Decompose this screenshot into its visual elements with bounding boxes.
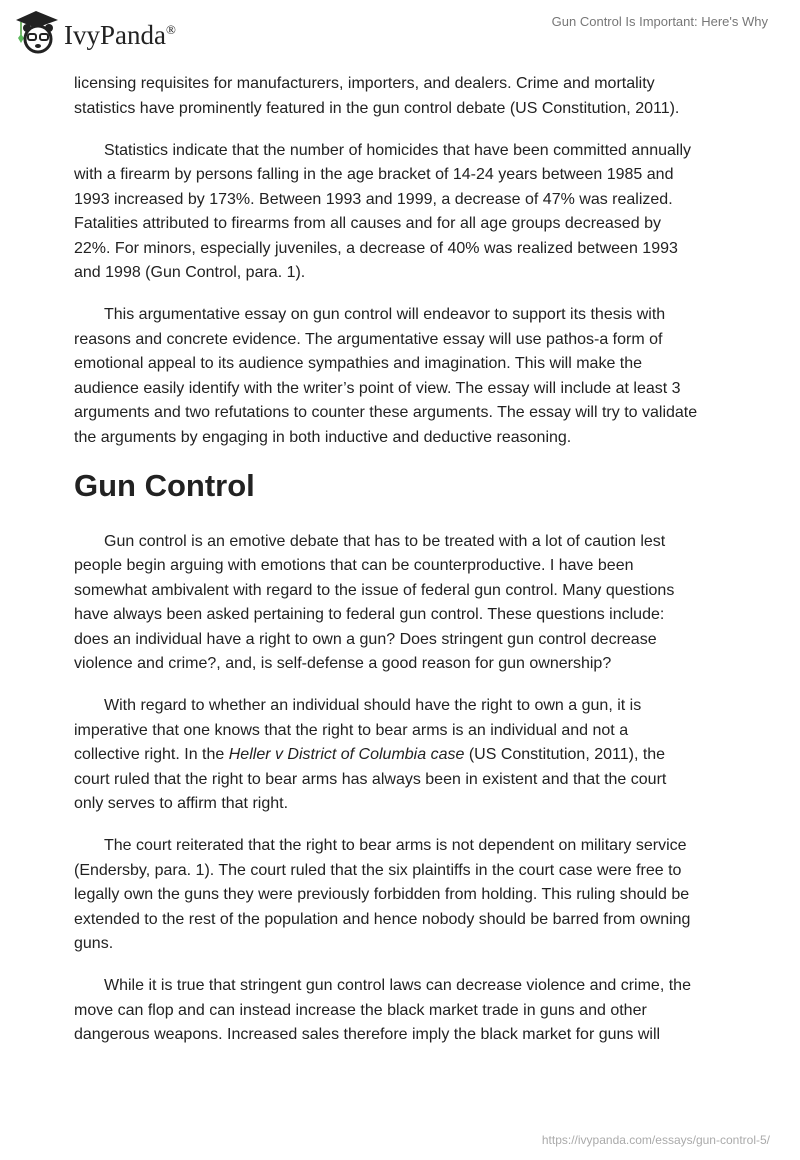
text-line: audience easily identify with the writer’s point of view. The essay will include at least 3 [74, 379, 681, 397]
registered-mark: ® [165, 21, 176, 37]
paragraph [74, 834, 734, 957]
text-line: Fatalities attributed to firearms from all causes and for all age groups decreased by [74, 215, 661, 232]
text-line: While it is true that stringent gun control laws can decrease violence and crime, the [104, 977, 691, 994]
text-line: does an individual have a right to own a gun? Does stringent gun control decrease [74, 630, 657, 648]
text-line: arguments and two refutations to counter these arguments. The essay will try to validate [74, 404, 698, 421]
text-line: 22%. For minors, especially juveniles, a decrease of 40% was realized between 1993 [74, 239, 678, 257]
source-url[interactable]: https://ivypanda.com/essays/gun-control-5/ [541, 1133, 770, 1147]
text-line: Statistics indicate that the number of homicides that have been committed annually [104, 141, 691, 159]
section-heading: Gun Control [74, 467, 255, 503]
text-line: dangerous weapons. Increased sales therefore imply the black market for guns will [74, 1026, 661, 1043]
logo-text: IvyPanda [64, 19, 166, 50]
text-line: have always been asked pertaining to federal gun control. These questions include: [74, 606, 665, 623]
text-segment: collective right. In the [74, 746, 229, 763]
text-line: legally own the guns they were previously forbidden from holding. This ruling should be [74, 886, 690, 903]
text-line: somewhat ambivalent with regard to the issue of federal gun control. Many questions [74, 581, 675, 599]
text-line: the arguments by engaging in both inductive and deductive reasoning. [74, 428, 572, 446]
text-line: with a firearm by persons falling in the age bracket of 14-24 years between 1985 and [74, 166, 674, 183]
text-line: only serves to affirm that right. [74, 795, 289, 812]
essay-content [74, 72, 734, 1065]
text-line: move can flop and can instead increase the black market trade in guns and other [74, 1001, 647, 1019]
paragraph [74, 694, 734, 817]
text-line: extended to the rest of the population and hence nobody should be barred from owning [74, 910, 691, 928]
paragraph [74, 974, 734, 1048]
case-name-italic: Heller v District of Columbia case [228, 746, 465, 763]
text-line: This argumentative essay on gun control will endeavor to support its thesis with [104, 306, 666, 323]
text-line: Gun control is an emotive debate that has to be treated with a lot of caution lest [104, 532, 666, 550]
paragraph [74, 72, 734, 121]
text-line: (Endersby, para. 1). The court ruled that the six plaintiffs in the court case were free to [74, 861, 682, 879]
text-line: court ruled that the right to bear arms has always been in existent and that the court [74, 770, 667, 788]
text-line: 1993 increased by 173%. Between 1993 and 1999, a decrease of 47% was realized. [74, 190, 673, 208]
panda-graduate-icon [12, 8, 60, 54]
text-line: licensing requisites for manufacturers, importers, and dealers. Crime and mortality [74, 75, 655, 92]
text-line: The court reiterated that the right to bear arms is not dependent on military service [104, 837, 687, 854]
text-line: With regard to whether an individual should have the right to own a gun, it is [104, 697, 642, 714]
text-line: statistics have prominently featured in the gun control debate (US Constitution, 2011). [74, 99, 680, 117]
text-line: violence and crime?, and, is self-defense a good reason for gun ownership? [74, 655, 612, 672]
page-header [0, 0, 800, 60]
text-line [74, 743, 734, 768]
text-segment: (US Constitution, 2011), the [464, 746, 666, 763]
text-line: imperative that one knows that the right to bear arms is an individual and not a [74, 721, 629, 739]
text-line: reasons and concrete evidence. The argumentative essay will use pathos-a form of [74, 330, 663, 348]
paragraph [74, 530, 734, 677]
text-line: people begin arguing with emotions that can be counterproductive. I have been [74, 557, 634, 574]
text-line: emotional appeal to its audience sympathies and imagination. This will make the [74, 355, 643, 372]
paragraph [74, 303, 734, 450]
text-line: and 1998 (Gun Control, para. 1). [74, 264, 306, 281]
text-line: guns. [74, 935, 114, 952]
document-title: Gun Control Is Important: Here's Why [551, 14, 768, 29]
paragraph [74, 139, 734, 286]
ivypanda-logo[interactable] [12, 8, 176, 54]
